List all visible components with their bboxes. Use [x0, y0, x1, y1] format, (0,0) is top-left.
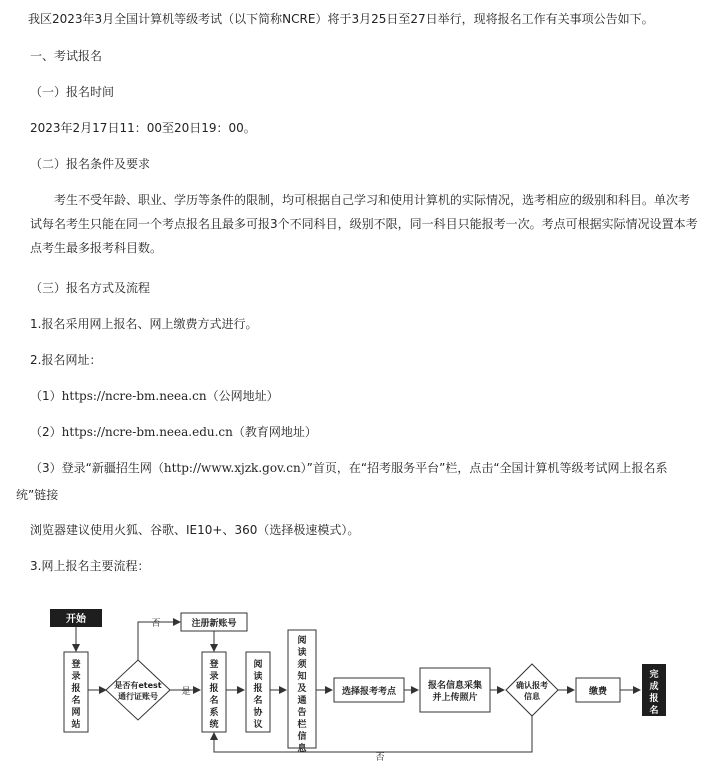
svg-text:录: 录 — [71, 672, 81, 682]
svg-text:名: 名 — [253, 696, 263, 706]
url1-suffix: （公网地址） — [206, 389, 279, 403]
svg-text:读: 读 — [253, 672, 263, 682]
no-label-bottom: 否 — [375, 753, 385, 763]
url2-suffix: （教育网地址） — [232, 425, 317, 439]
svg-text:完: 完 — [649, 670, 659, 680]
svg-text:信: 信 — [297, 732, 307, 742]
decision-label-line1: 是否有etest — [114, 681, 162, 690]
svg-text:名: 名 — [71, 696, 81, 706]
method-item-1: 1.报名采用网上报名、网上缴费方式进行。 — [30, 317, 258, 331]
svg-text:通: 通 — [297, 696, 307, 706]
collect-info-line2: 并上传照片 — [432, 693, 478, 703]
svg-text:录: 录 — [209, 672, 219, 682]
confirm-label-line1: 确认报考 — [516, 681, 548, 690]
svg-text:名: 名 — [209, 696, 219, 706]
svg-text:统: 统 — [209, 720, 219, 730]
url1-prefix: （1） — [30, 389, 62, 403]
svg-text:报: 报 — [649, 694, 659, 704]
start-label: 开始 — [66, 614, 86, 625]
svg-text:报: 报 — [253, 684, 263, 694]
svg-text:须: 须 — [297, 660, 307, 670]
svg-text:栏: 栏 — [297, 720, 307, 730]
svg-text:告: 告 — [297, 708, 307, 718]
svg-text:息: 息 — [297, 744, 307, 754]
yes-label: 是 — [181, 687, 191, 697]
registration-time-text: 2023年2月17日11：00至20日19：00。 — [30, 121, 256, 135]
collect-info-line1: 报名信息采集 — [427, 681, 483, 691]
svg-text:名: 名 — [649, 706, 659, 716]
svg-text:阅: 阅 — [253, 660, 263, 670]
section-exam-registration: 一、考试报名 — [30, 49, 103, 63]
svg-text:协: 协 — [253, 708, 263, 718]
browser-recommendation: 浏览器建议使用火狐、谷歌、IE10+、360（选择极速模式）。 — [30, 523, 360, 537]
svg-text:及: 及 — [297, 684, 307, 694]
svg-text:读: 读 — [297, 648, 307, 658]
confirm-info-decision — [506, 664, 558, 716]
svg-text:阅: 阅 — [297, 636, 307, 646]
etest-account-decision — [106, 660, 170, 720]
decision-label-line2: 通行证账号 — [118, 692, 158, 701]
url2-link[interactable]: https://ncre-bm.neea.edu.cn — [61, 425, 233, 439]
svg-text:网: 网 — [71, 708, 81, 718]
svg-text:报: 报 — [71, 684, 81, 694]
url1-link[interactable]: https://ncre-bm.neea.cn — [61, 389, 207, 403]
svg-text:登: 登 — [71, 660, 81, 670]
url-line-3-continued: 统”链接 — [16, 488, 59, 502]
no-label-top: 否 — [151, 619, 161, 629]
url3-text-b: ）”首页，在“招考服务平台”栏，点击“全国计算机等级考试网上报名系 — [300, 461, 668, 475]
choose-site-label: 选择报考考点 — [341, 687, 397, 697]
conditions-paragraph: 考生不受年龄、职业、学历等条件的限制，均可根据自己学习和使用计算机的实际情况，选考相应的级别和科目。单次考试每名考生只能在同一个考点报名且最多可报3个不同科目，级别不限，同一科目只能报考一次。考点可根据实际情况设置本考点考生最多报考科目数。 — [30, 193, 698, 255]
method-item-2: 2.报名网址： — [30, 353, 102, 367]
subheading-method: （三）报名方式及流程 — [30, 281, 151, 295]
svg-text:系: 系 — [209, 708, 219, 718]
pay-label: 缴费 — [588, 687, 608, 697]
confirm-label-line2: 信息 — [524, 692, 540, 701]
svg-text:站: 站 — [71, 720, 81, 730]
intro-paragraph: 我区2023年3月全国计算机等级考试（以下简称NCRE）将于3月25日至27日举行，现将报名工作有关事项公告如下。 — [28, 12, 654, 26]
svg-text:登: 登 — [209, 660, 219, 670]
method-item-3: 3.网上报名主要流程： — [30, 559, 150, 573]
url3-text-a: （3）登录“新疆招生网（ — [30, 461, 164, 475]
svg-text:议: 议 — [253, 720, 263, 730]
svg-text:成: 成 — [649, 682, 659, 692]
url3-link[interactable]: http://www.xjzk.gov.cn — [163, 461, 301, 475]
register-account-label: 注册新账号 — [191, 619, 237, 629]
svg-text:知: 知 — [297, 672, 307, 682]
svg-text:报: 报 — [209, 684, 219, 694]
url2-prefix: （2） — [30, 425, 62, 439]
subheading-conditions: （二）报名条件及要求 — [30, 157, 151, 171]
subheading-registration-time: （一）报名时间 — [30, 85, 115, 99]
